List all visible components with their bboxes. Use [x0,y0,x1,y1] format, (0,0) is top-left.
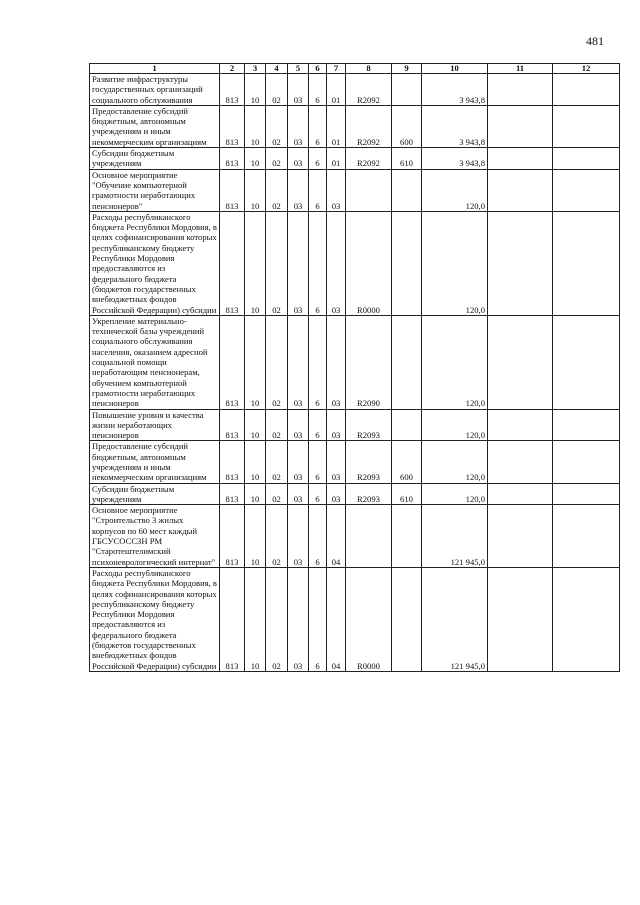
cell-main-activity: 03 [327,211,346,315]
cell-main-activity: 03 [327,483,346,505]
table-row [90,567,620,671]
table-row [90,505,620,568]
cell-admin-code: 813 [220,483,245,505]
cell-amount-col11 [488,169,553,211]
cell-subprogram: 6 [309,315,327,409]
cell-admin-code: 813 [220,148,245,170]
cell-subprogram: 6 [309,74,327,106]
cell-subprogram: 6 [309,211,327,315]
column-header: 3 [245,64,266,74]
cell-amount-col12 [553,441,620,483]
row-description: Основное мероприятие "Обучение компьютерной грамотности неработающих пенсионеров" [90,169,220,211]
cell-amount-col11 [488,441,553,483]
cell-subsection: 02 [266,105,288,147]
cell-subprogram: 6 [309,105,327,147]
cell-expense-type [392,211,422,315]
cell-amount-col11 [488,409,553,441]
cell-section: 10 [245,148,266,170]
cell-amount-col11 [488,211,553,315]
cell-subsection: 02 [266,409,288,441]
cell-amount-col12 [553,148,620,170]
cell-subprogram: 6 [309,148,327,170]
cell-subprogram: 6 [309,409,327,441]
cell-subprogram: 6 [309,441,327,483]
cell-main-activity: 04 [327,505,346,568]
row-description: Развитие инфраструктуры государственных организаций социального обслуживания [90,74,220,106]
cell-admin-code: 813 [220,105,245,147]
cell-admin-code: 813 [220,409,245,441]
table-row [90,315,620,409]
cell-section: 10 [245,74,266,106]
cell-main-activity: 03 [327,441,346,483]
cell-target-article [346,505,392,568]
cell-amount: 120,0 [422,169,488,211]
cell-expense-type: 610 [392,483,422,505]
table-row [90,169,620,211]
row-description: Повышение уровня и качества жизни неработающих пенсионеров [90,409,220,441]
cell-expense-type [392,409,422,441]
cell-section: 10 [245,211,266,315]
cell-amount: 3 943,8 [422,74,488,106]
column-header: 5 [288,64,309,74]
cell-amount-col12 [553,169,620,211]
cell-target-article: R2092 [346,148,392,170]
cell-program: 03 [288,483,309,505]
cell-expense-type [392,169,422,211]
cell-subprogram: 6 [309,505,327,568]
cell-amount-col12 [553,315,620,409]
row-description: Основное мероприятие "Строительство 3 жилых корпусов по 60 мест каждый ГБСУСОССЗН РМ "Старотештелимский психоневрологический интернат" [90,505,220,568]
cell-expense-type [392,315,422,409]
cell-admin-code: 813 [220,441,245,483]
cell-admin-code: 813 [220,211,245,315]
cell-amount: 120,0 [422,211,488,315]
cell-section: 10 [245,105,266,147]
cell-amount-col12 [553,505,620,568]
cell-program: 03 [288,567,309,671]
cell-main-activity: 04 [327,567,346,671]
cell-subprogram: 6 [309,567,327,671]
cell-program: 03 [288,148,309,170]
cell-target-article: R2092 [346,74,392,106]
cell-target-article: R2092 [346,105,392,147]
cell-amount-col12 [553,567,620,671]
table-row [90,441,620,483]
column-header: 7 [327,64,346,74]
cell-program: 03 [288,169,309,211]
row-description: Расходы республиканского бюджета Республики Мордовия, в целях софинансирования которых республиканскому бюджету Республики Мордовия предоставляются из федерального бюджета (бюджетов государственных внебюджетных фондов Российской Федерации) субсидии [90,567,220,671]
cell-amount-col12 [553,211,620,315]
cell-program: 03 [288,409,309,441]
table-row [90,105,620,147]
cell-subsection: 02 [266,483,288,505]
cell-section: 10 [245,169,266,211]
cell-program: 03 [288,315,309,409]
cell-amount-col12 [553,105,620,147]
column-header: 11 [488,64,553,74]
column-header: 9 [392,64,422,74]
cell-subsection: 02 [266,567,288,671]
table-row [90,148,620,170]
cell-target-article: R2093 [346,441,392,483]
cell-admin-code: 813 [220,505,245,568]
cell-subsection: 02 [266,441,288,483]
cell-target-article: R2090 [346,315,392,409]
cell-amount: 121 945,0 [422,505,488,568]
cell-target-article: R2093 [346,483,392,505]
cell-expense-type: 610 [392,148,422,170]
row-description: Субсидии бюджетным учреждениям [90,483,220,505]
table-row [90,74,620,106]
cell-amount-col11 [488,567,553,671]
cell-subsection: 02 [266,315,288,409]
cell-amount-col11 [488,74,553,106]
cell-subprogram: 6 [309,483,327,505]
column-header: 10 [422,64,488,74]
cell-subsection: 02 [266,74,288,106]
cell-main-activity: 03 [327,169,346,211]
column-header: 6 [309,64,327,74]
cell-amount: 120,0 [422,315,488,409]
cell-amount-col12 [553,74,620,106]
cell-program: 03 [288,211,309,315]
table-row [90,211,620,315]
row-description: Субсидии бюджетным учреждениям [90,148,220,170]
cell-program: 03 [288,105,309,147]
cell-section: 10 [245,505,266,568]
table-row [90,409,620,441]
cell-main-activity: 01 [327,105,346,147]
cell-section: 10 [245,315,266,409]
cell-amount-col11 [488,483,553,505]
cell-subsection: 02 [266,211,288,315]
cell-subsection: 02 [266,505,288,568]
column-header: 4 [266,64,288,74]
cell-expense-type [392,505,422,568]
cell-amount: 120,0 [422,409,488,441]
cell-amount-col12 [553,483,620,505]
page-number: 481 [586,34,604,48]
cell-subprogram: 6 [309,169,327,211]
cell-target-article: R0000 [346,567,392,671]
cell-expense-type [392,567,422,671]
cell-admin-code: 813 [220,567,245,671]
cell-admin-code: 813 [220,74,245,106]
row-description: Расходы республиканского бюджета Республики Мордовия, в целях софинансирования которых республиканскому бюджету Республики Мордовия предоставляются из федерального бюджета (бюджетов государственных внебюджетных фондов Российской Федерации) субсидии [90,211,220,315]
cell-amount: 3 943,8 [422,105,488,147]
cell-main-activity: 01 [327,74,346,106]
table-header-row [90,64,620,74]
column-header: 12 [553,64,620,74]
cell-section: 10 [245,483,266,505]
cell-amount-col11 [488,505,553,568]
cell-subsection: 02 [266,148,288,170]
cell-target-article: R2093 [346,409,392,441]
cell-amount: 121 945,0 [422,567,488,671]
table-body [90,74,620,672]
cell-main-activity: 01 [327,148,346,170]
row-description: Укрепление материально-технической базы учреждений социального обслуживания населения, оказанием адресной социальной помощи неработающим пенсионерам, обучением компьютерной грамотности неработающих пенсионеров [90,315,220,409]
cell-admin-code: 813 [220,315,245,409]
cell-target-article [346,169,392,211]
budget-table [89,63,620,672]
cell-main-activity: 03 [327,409,346,441]
cell-amount: 120,0 [422,441,488,483]
cell-amount-col11 [488,315,553,409]
cell-section: 10 [245,567,266,671]
cell-expense-type [392,74,422,106]
cell-program: 03 [288,74,309,106]
cell-section: 10 [245,409,266,441]
column-header: 1 [90,64,220,74]
column-header: 8 [346,64,392,74]
cell-section: 10 [245,441,266,483]
cell-amount-col11 [488,148,553,170]
table-row [90,483,620,505]
cell-amount: 120,0 [422,483,488,505]
cell-expense-type: 600 [392,441,422,483]
cell-amount-col11 [488,105,553,147]
cell-expense-type: 600 [392,105,422,147]
row-description: Предоставление субсидий бюджетным, автономным учреждениям и иным некоммерческим организациям [90,105,220,147]
cell-program: 03 [288,441,309,483]
row-description: Предоставление субсидий бюджетным, автономным учреждениям и иным некоммерческим организациям [90,441,220,483]
cell-subsection: 02 [266,169,288,211]
cell-target-article: R0000 [346,211,392,315]
cell-program: 03 [288,505,309,568]
column-header: 2 [220,64,245,74]
cell-main-activity: 03 [327,315,346,409]
cell-admin-code: 813 [220,169,245,211]
cell-amount: 3 943,8 [422,148,488,170]
cell-amount-col12 [553,409,620,441]
